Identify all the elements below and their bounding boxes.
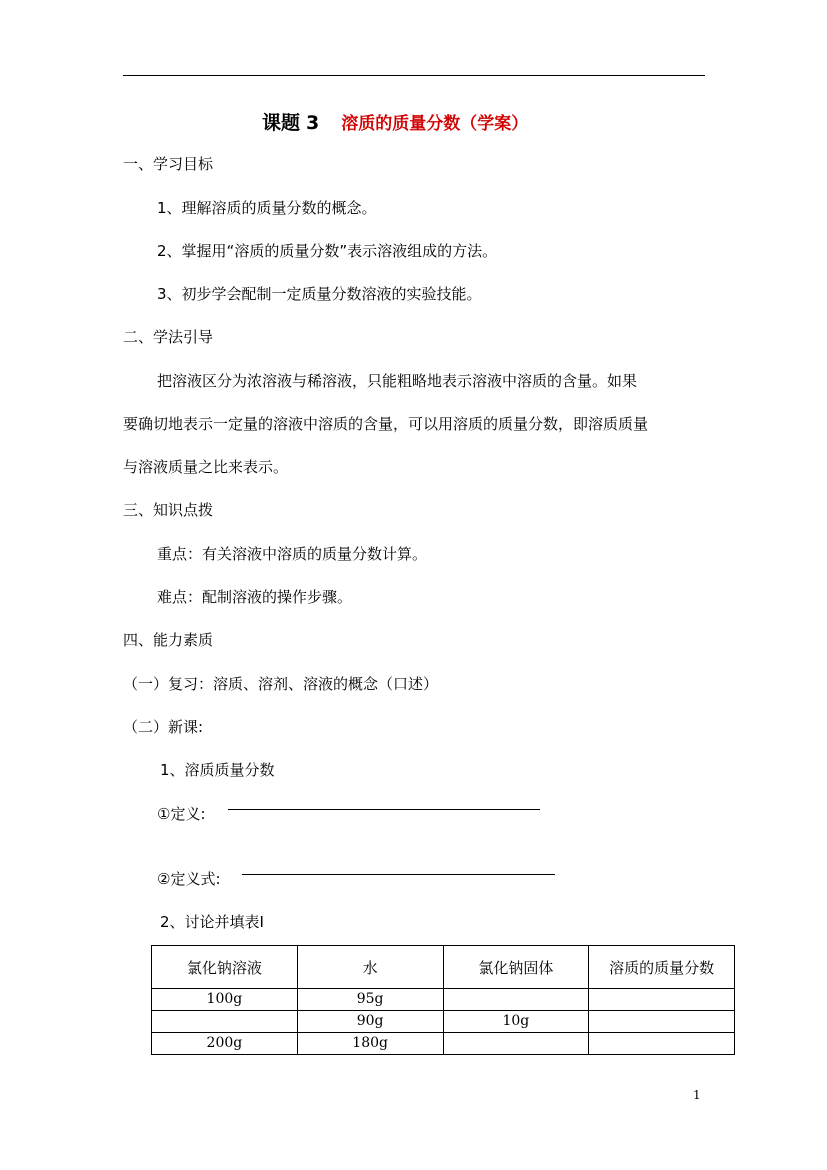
new-lesson-line: （二）新课: bbox=[123, 718, 204, 736]
difficult-point: 难点：配制溶液的操作步骤。 bbox=[157, 588, 353, 606]
formula-blank[interactable] bbox=[242, 874, 555, 875]
table-cell[interactable] bbox=[443, 989, 589, 1011]
table-cell[interactable] bbox=[152, 1011, 298, 1033]
page-title bbox=[262, 108, 528, 135]
method-line-3: 与溶液质量之比来表示。 bbox=[123, 458, 289, 476]
table-cell[interactable]: 180g bbox=[297, 1033, 443, 1055]
item-mass-fraction: 1、溶质质量分数 bbox=[160, 761, 275, 779]
table-cell[interactable]: 200g bbox=[152, 1033, 298, 1055]
table-cell[interactable]: 100g bbox=[152, 989, 298, 1011]
table-header-row bbox=[152, 946, 735, 989]
section-heading-goals: 一、学习目标 bbox=[123, 155, 214, 173]
table-cell[interactable]: 10g bbox=[443, 1011, 589, 1033]
item-discuss-table: 2、讨论并填表Ⅰ bbox=[160, 913, 264, 931]
table-cell[interactable]: 90g bbox=[297, 1011, 443, 1033]
goal-item-3: 3、初步学会配制一定质量分数溶液的实验技能。 bbox=[157, 285, 482, 303]
section-heading-knowledge: 三、知识点拨 bbox=[123, 501, 214, 519]
page-number: 1 bbox=[693, 1088, 701, 1102]
goal-item-1: 1、理解溶质的质量分数的概念。 bbox=[157, 199, 377, 217]
review-line: （一）复习：溶质、溶剂、溶液的概念（口述） bbox=[123, 675, 439, 693]
goal-item-2: 2、掌握用“溶质的质量分数”表示溶液组成的方法。 bbox=[157, 242, 498, 260]
data-table bbox=[151, 945, 735, 1055]
table-row bbox=[152, 989, 735, 1011]
section-heading-method: 二、学法引导 bbox=[123, 328, 214, 346]
table-header-cell: 氯化钠溶液 bbox=[152, 946, 298, 989]
method-line-2: 要确切地表示一定量的溶液中溶质的含量，可以用溶质的质量分数，即溶质质量 bbox=[123, 415, 649, 433]
table-header-cell: 水 bbox=[297, 946, 443, 989]
header-rule bbox=[123, 75, 705, 76]
table-cell[interactable]: 95g bbox=[297, 989, 443, 1011]
table-header-cell: 溶质的质量分数 bbox=[589, 946, 735, 989]
section-heading-ability: 四、能力素质 bbox=[123, 631, 214, 649]
title-main: 溶质的质量分数（学案） bbox=[341, 114, 529, 134]
table-cell[interactable] bbox=[589, 1011, 735, 1033]
table-row bbox=[152, 1033, 735, 1055]
definition-blank[interactable] bbox=[228, 809, 540, 810]
title-prefix: 课题 bbox=[262, 112, 301, 134]
table-cell[interactable] bbox=[589, 1033, 735, 1055]
table-header-cell: 氯化钠固体 bbox=[443, 946, 589, 989]
table-cell[interactable] bbox=[443, 1033, 589, 1055]
title-number: 3 bbox=[306, 112, 320, 134]
definition-label: ①定义: bbox=[157, 805, 206, 823]
formula-label: ②定义式: bbox=[157, 870, 221, 888]
method-line-1: 把溶液区分为浓溶液与稀溶液，只能粗略地表示溶液中溶质的含量。如果 bbox=[157, 372, 638, 390]
key-point: 重点：有关溶液中溶质的质量分数计算。 bbox=[157, 545, 428, 563]
table-row bbox=[152, 1011, 735, 1033]
table-cell[interactable] bbox=[589, 989, 735, 1011]
